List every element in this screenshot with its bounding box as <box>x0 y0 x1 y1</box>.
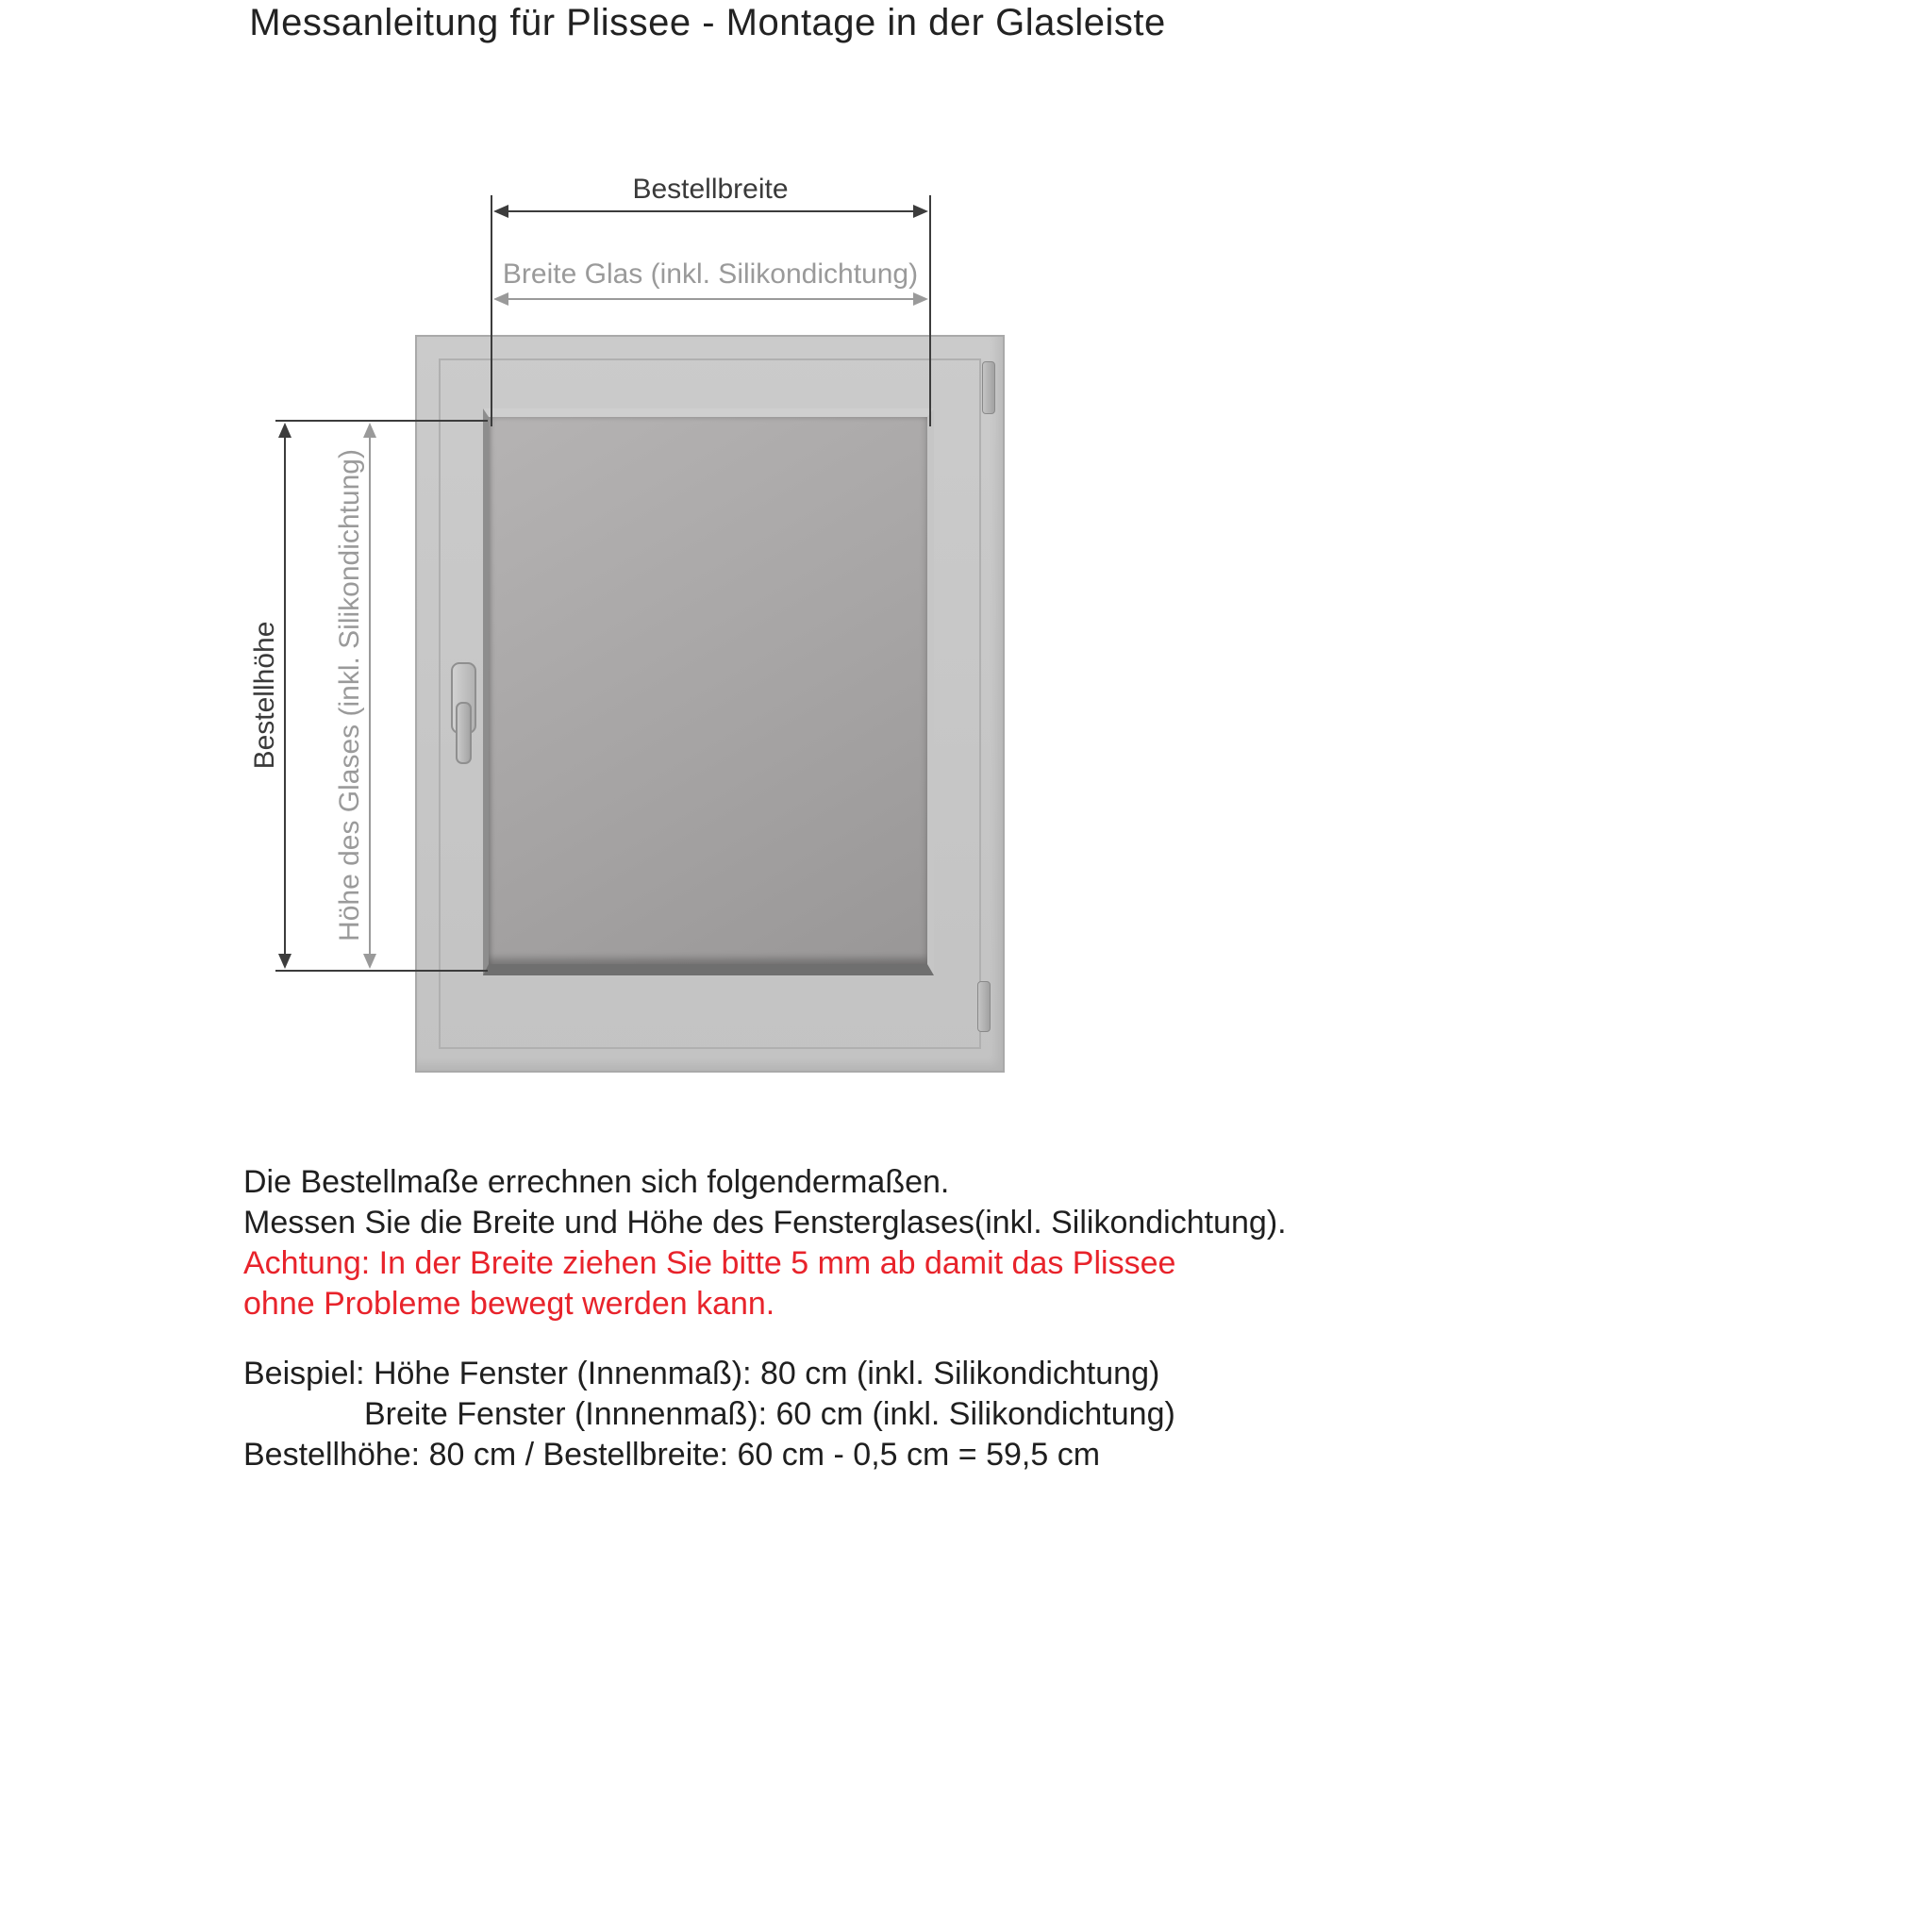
intro-line-2: Messen Sie die Breite und Höhe des Fensterglases(inkl. Silikondichtung). <box>243 1205 1287 1241</box>
glass-width-label: Breite Glas (inkl. Silikondichtung) <box>502 258 919 290</box>
window-glass <box>483 408 934 975</box>
warning-line-2: ohne Probleme bewegt werden kann. <box>243 1286 775 1322</box>
order-width-label: Bestellbreite <box>632 174 789 205</box>
warning-line-1: Achtung: In der Breite ziehen Sie bitte 5 mm ab damit das Plissee <box>243 1245 1176 1281</box>
intro-line-1: Die Bestellmaße errechnen sich folgendermaßen. <box>243 1164 950 1200</box>
glass-width-arrow <box>493 292 928 306</box>
example-line-3: Bestellhöhe: 80 cm / Bestellbreite: 60 cm - 0,5 cm = 59,5 cm <box>243 1437 1101 1473</box>
window-handle-grip-icon <box>456 702 472 764</box>
page-title: Messanleitung für Plissee - Montage in der Glasleiste <box>249 2 1166 43</box>
example-line-1: Beispiel: Höhe Fenster (Innenmaß): 80 cm (inkl. Silikondichtung) <box>243 1356 1160 1391</box>
example-line-2: Breite Fenster (Innnenmaß): 60 cm (inkl. Silikondichtung) <box>364 1396 1175 1432</box>
glass-height-label: Höhe des Glases (inkl. Silikondichtung) <box>334 449 365 941</box>
hinge-bottom-icon <box>977 981 991 1032</box>
example-block <box>243 1354 1753 1475</box>
order-width-arrow <box>493 205 928 218</box>
hinge-top-icon <box>982 361 995 414</box>
instructions-block <box>243 1162 1753 1475</box>
order-height-label: Bestellhöhe <box>249 621 280 770</box>
